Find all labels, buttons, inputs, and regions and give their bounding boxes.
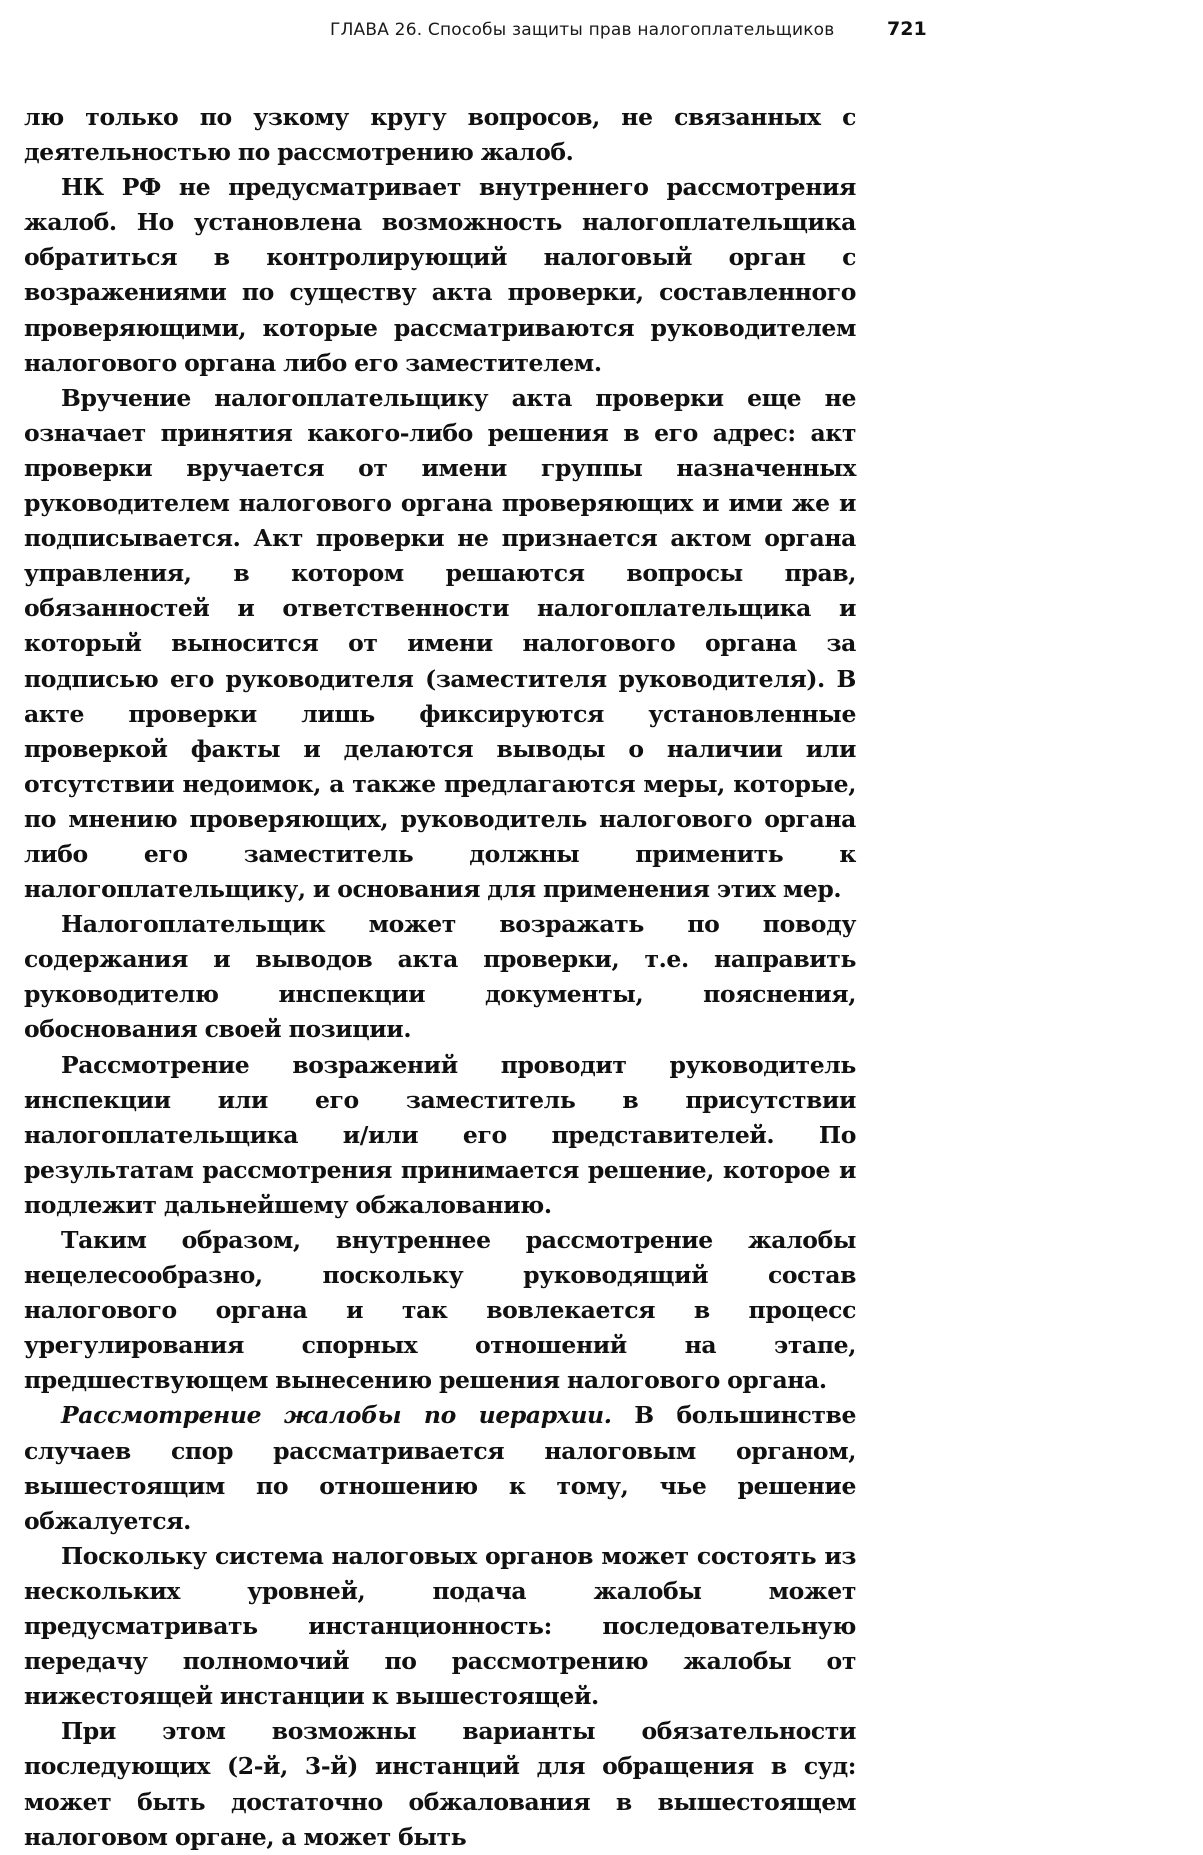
paragraph-hierarchy: [24, 1398, 856, 1538]
paragraph: Вручение налогоплательщику акта проверки еще не означает принятия какого-либо решения в его адрес: акт проверки вручается от имени группы назначенных руководителем налогового органа проверяющих и ими же и подписывается. Акт проверки не признается актом органа управления, в котором решаются вопросы прав, обязанностей и ответственности налогоплательщика и который выносится от имени налогового органа за подписью его руководителя (заместителя руководителя). В акте проверки лишь фиксируются установленные проверкой факты и делаются выводы о наличии или отсутствии недоимок, а также предлагаются меры, которые, по мнению проверяющих, руководитель налогового органа либо его заместитель должны применить к налогоплательщику, и основания для применения этих мер.: [24, 383, 856, 904]
body-text: [24, 100, 856, 1855]
paragraph-continuation: лю только по узкому кругу вопросов, не связанных с деятельностью по рассмотрению жалоб.: [24, 103, 856, 167]
paragraph-text: В большинстве случаев спор рассматривается налоговым органом, вышестоящим по отношению к тому, чье решение обжалуется.: [24, 1401, 856, 1535]
paragraph: При этом возможны варианты обязательности последующих (2-й, 3-й) инстанций для обращения в суд: может быть достаточно обжалования в вышестоящем налоговом органе, а может быть: [24, 1717, 856, 1851]
page-number: 721: [887, 18, 927, 40]
italic-lead-in: Рассмотрение жалобы по иерархии.: [61, 1401, 612, 1430]
paragraph: НК РФ не предусматривает внутреннего рассмотрения жалоб. Но установлена возможность налогоплательщика обратиться в контролирующий налоговый орган с возражениями по существу акта проверки, составленного проверяющими, которые рассматриваются руководителем налогового органа либо его заместителем.: [24, 173, 856, 377]
paragraph: Поскольку система налоговых органов может состоять из нескольких уровней, подача жалобы может предусматривать инстанционность: последовательную передачу полномочий по рассмотрению жалобы от нижестоящей инстанции к вышестоящей.: [24, 1541, 856, 1711]
paragraph: Рассмотрение возражений проводит руководитель инспекции или его заместитель в присутствии налогоплательщика и/или его представителей. По результатам рассмотрения принимается решение, которое и подлежит дальнейшему обжалованию.: [24, 1050, 856, 1219]
running-title: ГЛАВА 26. Способы защиты прав налогоплательщиков: [330, 20, 835, 40]
paragraph: Таким образом, внутреннее рассмотрение жалобы нецелесообразно, поскольку руководящий состав налогового органа и так вовлекается в процесс урегулирования спорных отношений на этапе, предшествующем вынесению решения налогового органа.: [24, 1226, 856, 1395]
paragraph: Налогоплательщик может возражать по поводу содержания и выводов акта проверки, т.е. направить руководителю инспекции документы, пояснения, обоснования своей позиции.: [24, 910, 856, 1044]
